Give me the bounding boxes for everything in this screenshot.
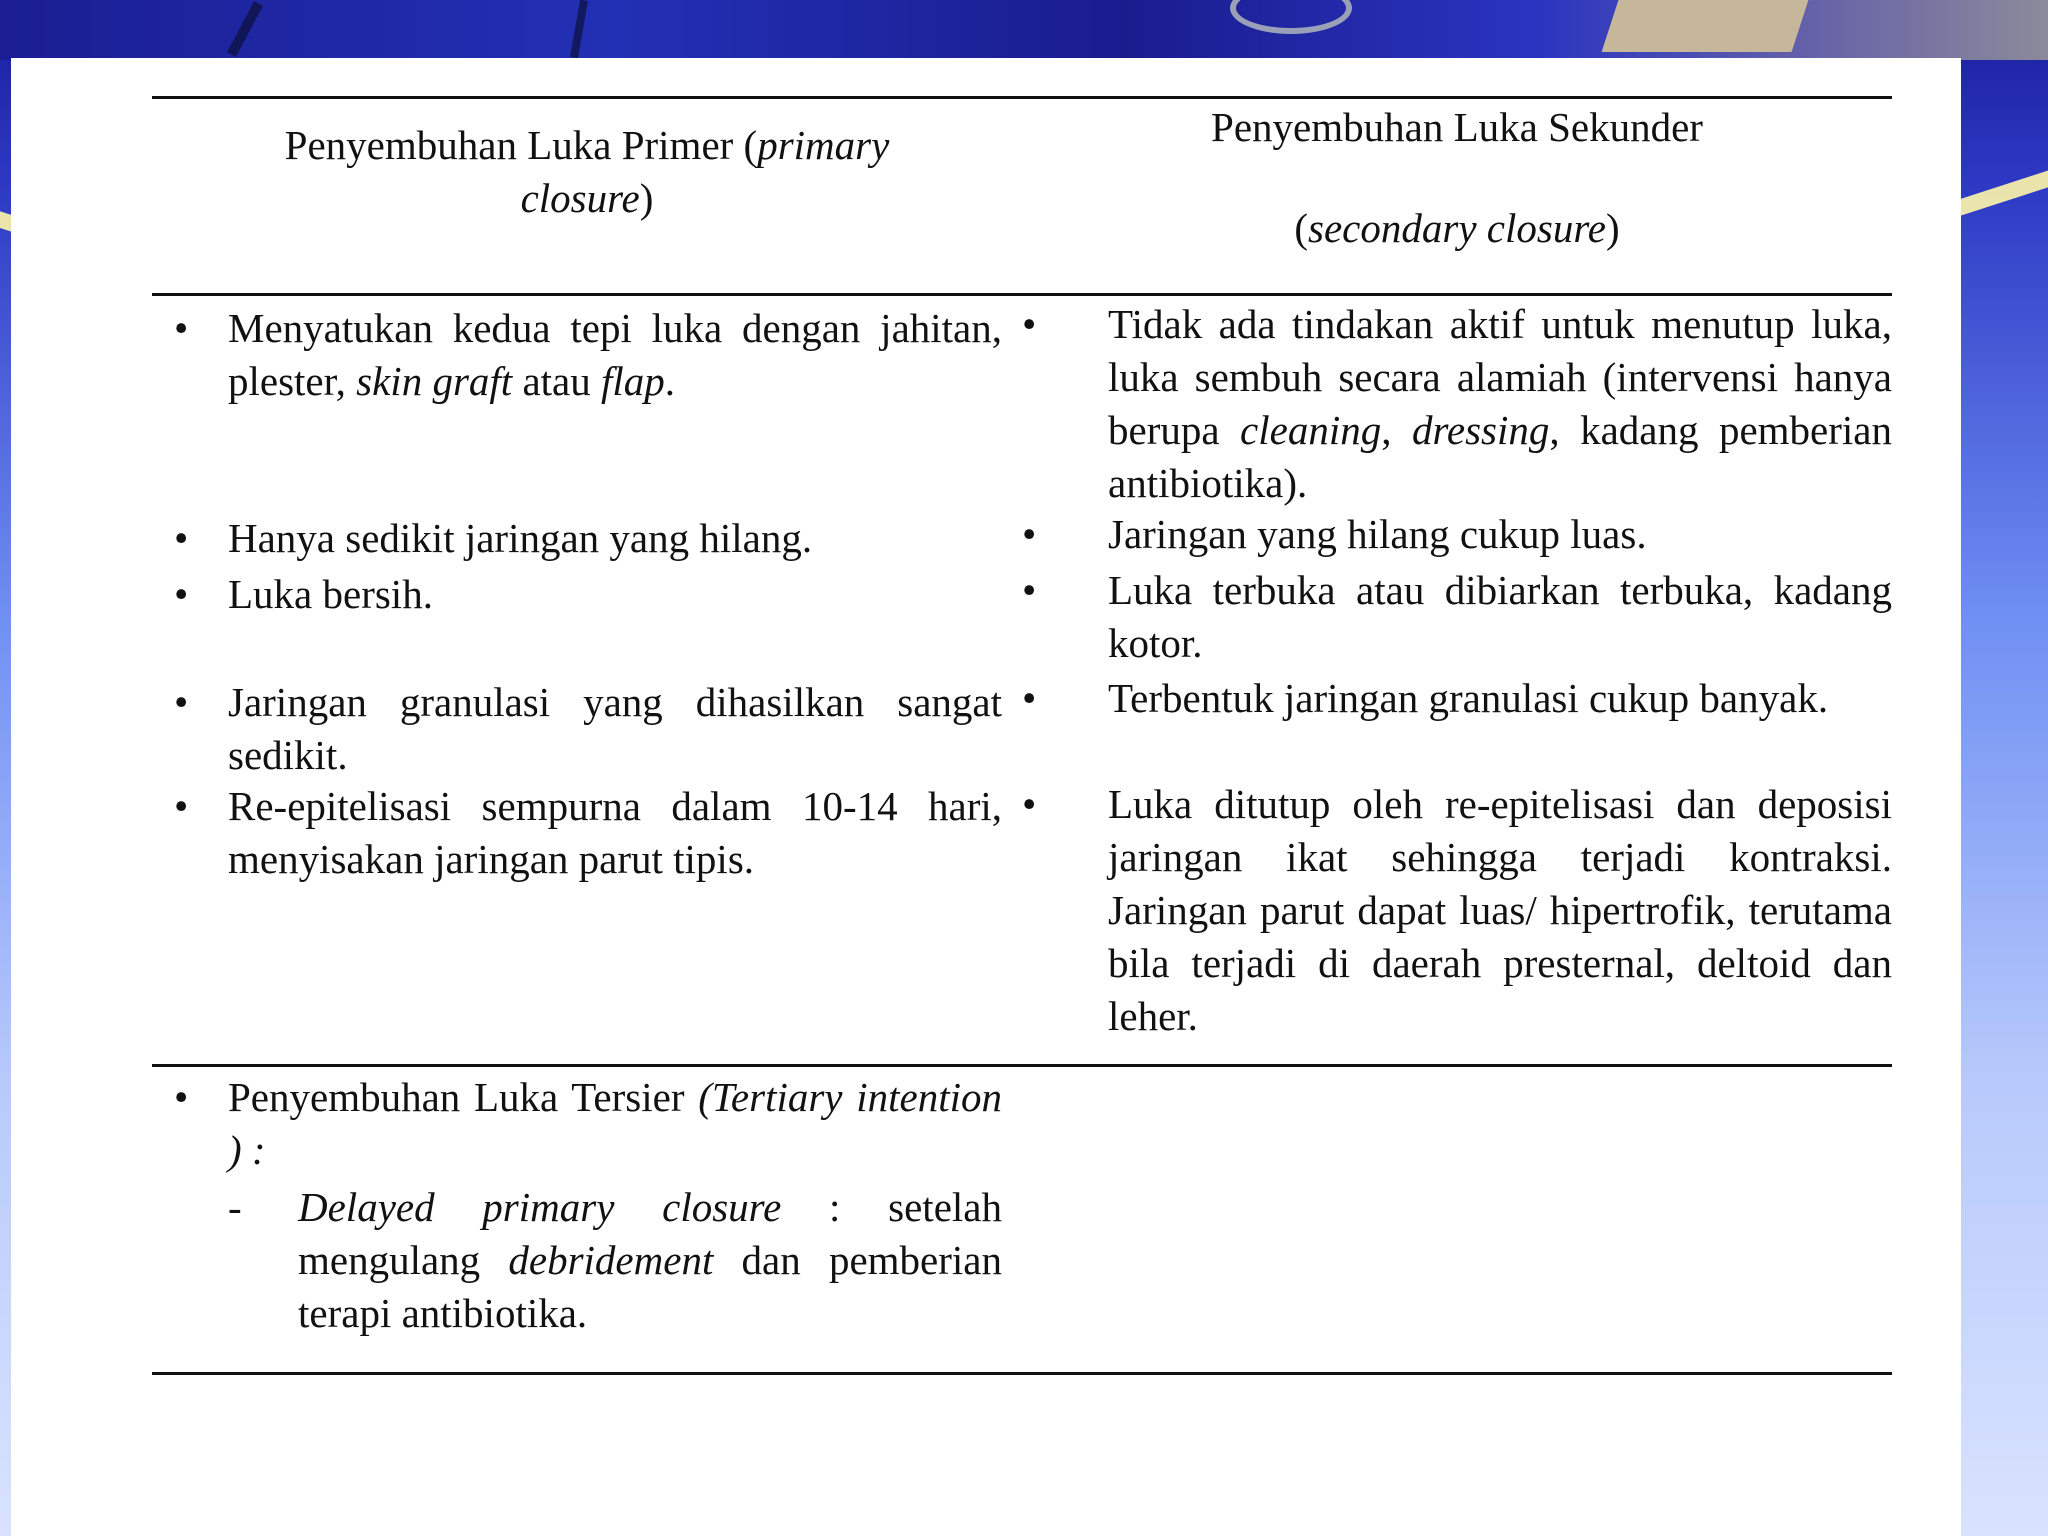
list-item: [152, 302, 1002, 408]
italic-term: Delayed primary closure: [298, 1184, 782, 1230]
list-item-text: [228, 1071, 1002, 1177]
italic-term: cleaning: [1240, 407, 1382, 453]
text-run: Penyembuhan Luka Tersier: [228, 1074, 699, 1120]
header-subtitle: [1022, 202, 1892, 255]
dash-icon: -: [228, 1184, 242, 1230]
list-item-text: [1108, 298, 1892, 510]
list-item: [1022, 508, 1892, 561]
list-item: [1022, 778, 1892, 1043]
bullet-icon: •: [1022, 781, 1037, 827]
tertiary-row: [152, 1067, 1892, 1372]
header-text: Penyembuhan Luka Sekunder: [1211, 104, 1703, 150]
list-item-text: Hanya sedikit jaringan yang hilang.: [228, 515, 813, 561]
italic-term: dressing: [1411, 407, 1550, 453]
secondary-closure-column: [1022, 296, 1892, 1064]
italic-term: skin graft: [356, 358, 513, 404]
wound-healing-comparison-table: [152, 96, 1892, 1375]
header-text: ): [639, 175, 654, 221]
text-run: atau: [512, 358, 601, 404]
list-item-text: Luka terbuka atau dibiarkan terbuka, kadang kotor.: [1108, 567, 1892, 666]
italic-term: debridement: [508, 1237, 714, 1283]
header-italic: secondary closure: [1308, 205, 1606, 251]
bullet-icon: •: [1022, 301, 1037, 347]
header-italic: closure: [520, 175, 640, 221]
bullet-icon: •: [174, 1074, 189, 1120]
instrument-box-image: [1602, 0, 1809, 52]
list-item: [152, 676, 1002, 782]
header-italic: primary: [757, 122, 890, 168]
list-item: [152, 568, 1002, 621]
list-item-text: Terbentuk jaringan granulasi cukup banyak.: [1108, 675, 1829, 721]
table-header-row: [152, 99, 1892, 293]
text-run: .: [664, 358, 676, 404]
header-text: ): [1605, 205, 1620, 251]
text-run: Menyatukan kedua tepi luka dengan jahitan, plester,: [228, 305, 1002, 404]
bullet-icon: •: [174, 679, 189, 725]
bullet-icon: •: [174, 515, 189, 561]
list-item-text: Luka ditutup oleh re-epitelisasi dan deposisi jaringan ikat sehingga terjadi kontraksi. Jaringan parut dapat luas/ hipertrofik, terutama bila terjadi di daerah presternal, deltoid dan leher.: [1108, 781, 1892, 1039]
bullet-icon: •: [174, 305, 189, 351]
bullet-icon: •: [1022, 511, 1037, 557]
list-item-text: Re-epitelisasi sempurna dalam 10-14 hari, menyisakan jaringan parut tipis.: [228, 783, 1002, 882]
text-run: : setelah mengulang: [298, 1184, 1002, 1283]
text-run: , kadang pemberian antibiotika).: [1108, 407, 1892, 506]
sub-list-item: [228, 1181, 1002, 1340]
bullet-icon: •: [1022, 675, 1037, 721]
table-body-row: [152, 296, 1892, 1064]
bullet-icon: •: [174, 783, 189, 829]
list-item: [152, 780, 1002, 886]
header-text: (: [1294, 205, 1309, 251]
text-run: Tidak ada tindakan aktif untuk menutup luka, luka sembuh secara alamiah (intervensi hanya berupa: [1108, 301, 1892, 453]
header-primary-closure: [152, 99, 1022, 293]
bullet-icon: •: [1022, 567, 1037, 613]
text-run: dan pemberian terapi antibiotika.: [298, 1237, 1002, 1336]
sub-list-item-text: [298, 1181, 1002, 1340]
list-item: [152, 512, 1002, 565]
list-item-text: Luka bersih.: [228, 571, 433, 617]
italic-term: (Tertiary intention ) :: [228, 1074, 1002, 1173]
header-secondary-closure: [1022, 99, 1892, 293]
header-text: Penyembuhan Luka Primer (: [284, 122, 758, 168]
table-bottom-rule: [152, 1372, 1892, 1375]
text-run: ,: [1381, 407, 1412, 453]
list-item-text: Jaringan yang hilang cukup luas.: [1108, 511, 1647, 557]
bullet-icon: •: [174, 571, 189, 617]
primary-closure-column: [152, 296, 1002, 1064]
list-item-text: [228, 302, 1002, 408]
list-item: [1022, 672, 1892, 725]
list-item: [152, 1071, 1002, 1177]
list-item: [1022, 298, 1892, 510]
italic-term: flap: [601, 358, 665, 404]
list-item: [1022, 564, 1892, 670]
list-item-text: Jaringan granulasi yang dihasilkan sangat sedikit.: [228, 679, 1002, 778]
